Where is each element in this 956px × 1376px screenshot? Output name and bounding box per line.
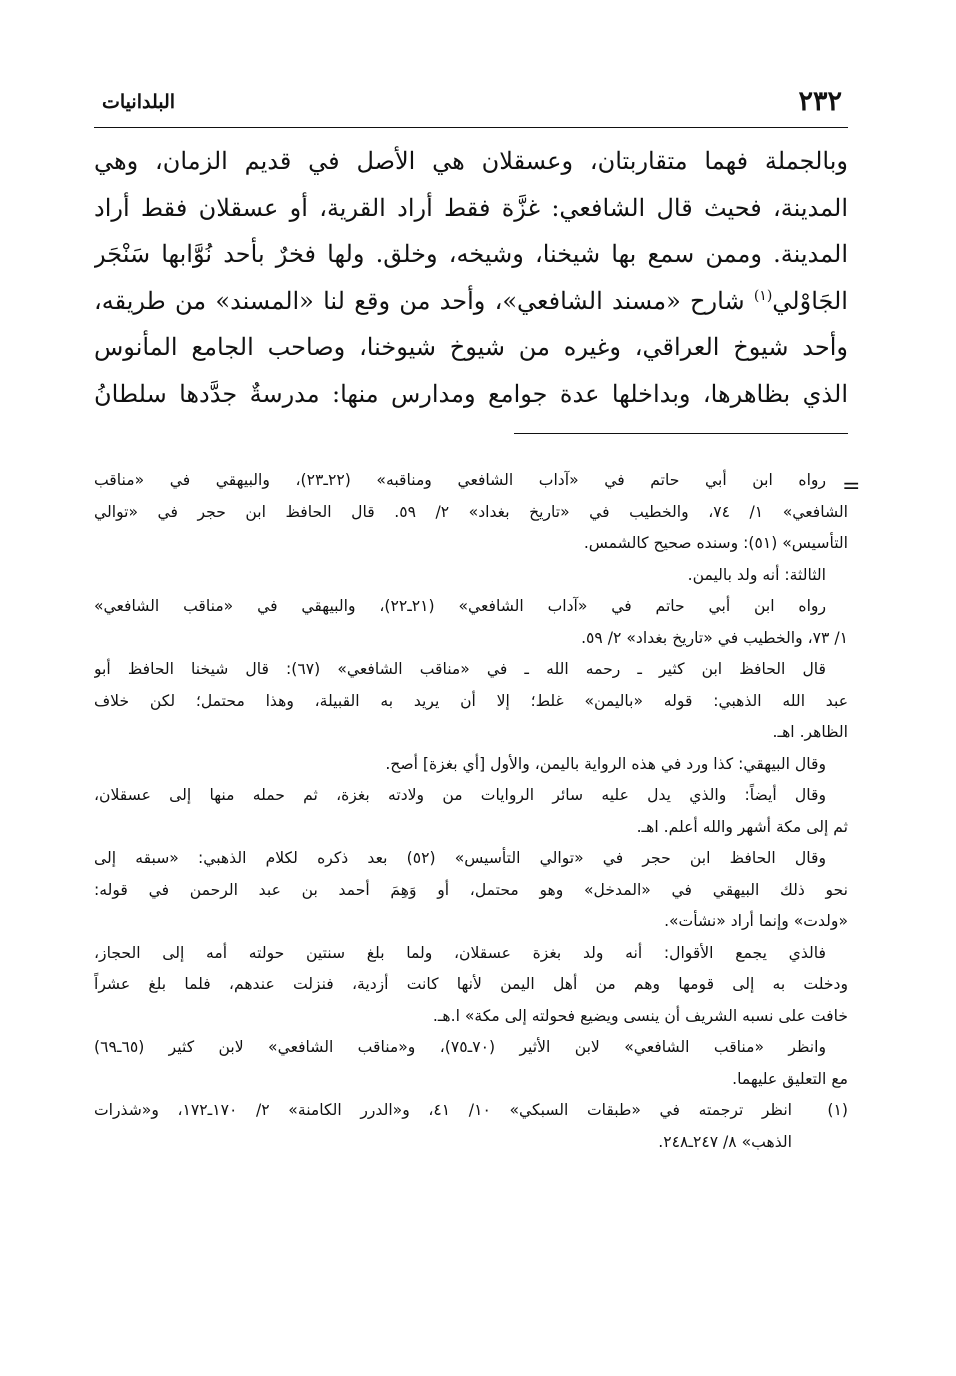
footnote-paragraph (94, 654, 848, 749)
footnote-line: وقال البيهقي: كذا ورد في هذه الرواية باليمن، والأول [أي بغزة] أصح. (385, 754, 826, 773)
footnote-line: الذهب» ٨/ ٢٤٧ـ٢٤٨. (658, 1132, 792, 1151)
footnote-line: الظاهر. اهـ. (772, 723, 848, 741)
running-title: البلدانيات (102, 91, 176, 113)
footnote-line: فالذي يجمع الأقوال: أنه ولد بغزة عسقلان، ولما بلغ سنتين حولته أمه إلى الحجاز، (94, 943, 826, 962)
footnote-line: عبد الله الذهبي: قوله «باليمن» غلط؛ إلا أن يريد به القبيلة، وهذا محتمل؛ لكن خلاف (94, 691, 848, 710)
footnote-line: التأسيس» (٥١): وسنده صحيح كالشمس. (583, 534, 848, 552)
footnote-line: نحو ذلك البيهقي في «المدخل» وهو محتمل، أو وَهِمَ أحمد بن عبد الرحمن في قوله: (94, 880, 848, 899)
page-header (94, 82, 848, 122)
main-text (94, 138, 848, 418)
footnote-line: الشافعي» ١/ ٧٤، والخطيب في «تاريخ بغداد» ٢/ ٥٩. قال الحافظ ابن حجر في «توالي (94, 502, 848, 521)
main-line: وأحد شيوخ العراقي، وغيره من شيوخ شيوخنا، وصاحب الجامع المأنوس (94, 333, 848, 362)
footnote-paragraph (94, 591, 848, 654)
footnote-paragraph (94, 1032, 848, 1095)
header-rule (94, 127, 848, 128)
main-line-part: الجَاوْلي (772, 286, 848, 315)
footnote-line: رواه ابن أبي حاتم في «آداب الشافعي ومناقبه» (٢٢ـ٢٣)، والبيهقي في «مناقب (94, 471, 826, 489)
main-line-with-footnote (94, 278, 848, 325)
footnote-line: وقال الحافظ ابن حجر في «توالي التأسيس» (٥٢) بعد ذكره لكلام الذهبي: «سبقه إلى (94, 849, 826, 867)
footnote-paragraph (94, 749, 848, 781)
footnote-line: وانظر «مناقب الشافعي» لابن الأثير (٧٠ـ٧٥)، و«مناقب الشافعي» لابن كثير (٦٥ـ٦٩) (94, 1038, 827, 1056)
footnote-paragraph (94, 780, 848, 843)
footnote-line: قال الحافظ ابن كثير ـ رحمه الله ـ في «مناقب الشافعي» (٦٧): قال شيخنا الحافظ أبو (94, 660, 826, 678)
footnote-line: رواه ابن أبي حاتم في «آداب الشافعي» (٢١ـ٢٢)، والبيهقي في «مناقب الشافعي» (94, 597, 826, 615)
page-number: ٢٣٢ (798, 86, 842, 117)
footnote-number: (١) (827, 1101, 848, 1119)
continuation-mark: = (842, 474, 861, 499)
footnote-line: الثالثة: أنه ولد باليمن. (687, 565, 826, 584)
footnote-line: مع التعليق عليهما. (732, 1069, 848, 1088)
main-line-part: شارح «مسند الشافعي»، وأحد من وقع لنا «المسند» من طريقه، (94, 286, 745, 315)
main-line: المدينة. وممن سمع بها شيخنا، وشيخه، وخلق. ولها فخرٌ بأحد نُوَّابها سَنْجَر (94, 240, 848, 269)
main-line: وبالجملة فهما متقاربتان، وعسقلان هي الأصل في قديم الزمان، وهي (94, 147, 848, 175)
numbered-footnote (94, 1095, 848, 1158)
footnote-line: وقال أيضاً: والذي يدل عليه سائر الروايات من ولادته بغزة، ثم حمله منها إلى عسقلان، (94, 786, 826, 804)
footnote-body (94, 1095, 848, 1158)
footnote-paragraph (94, 560, 848, 592)
main-line: الذي بظاهرها، وبداخلها عدة جوامع ومدارس منها: مدرسةٌ جدَّدها سلطانُ (94, 379, 848, 408)
footnote-paragraph (94, 938, 848, 1033)
footnote-line: «ولدت» وإنما أراد «نشأت». (664, 912, 848, 930)
footnote-paragraph (94, 843, 848, 938)
footnote-line: ثم إلى مكة أشهر والله أعلم. اهـ. (636, 817, 848, 836)
footnote-reference: (١) (753, 287, 773, 304)
footnotes (94, 465, 848, 1158)
main-line: المدينة، فحيث قال الشافعي: غزَّة فقط أراد القرية، أو عسقلان فقط أراد (94, 193, 848, 222)
footnote-separator (514, 433, 848, 434)
footnote-line: ودخلت به إلى قومها وهم من أهل اليمن لأنها كانت أزدية، فنزلت عندهم، فلما بلغ عشراً (94, 975, 848, 993)
footnote-line: خافت على نسبه الشريف أن ينسى ويضيع فحولته إلى مكة» ا.هـ. (432, 1006, 848, 1025)
footnote-paragraph (94, 465, 848, 560)
footnote-line: ١/ ٧٣، والخطيب في «تاريخ بغداد» ٢/ ٥٩. (581, 628, 848, 647)
footnote-line: انظر ترجمته في «طبقات السبكي» ١٠/ ٤١، و«الدرر الكامنة» ٢/ ١٧٠ـ١٧٢، و«شذرات (94, 1101, 792, 1119)
